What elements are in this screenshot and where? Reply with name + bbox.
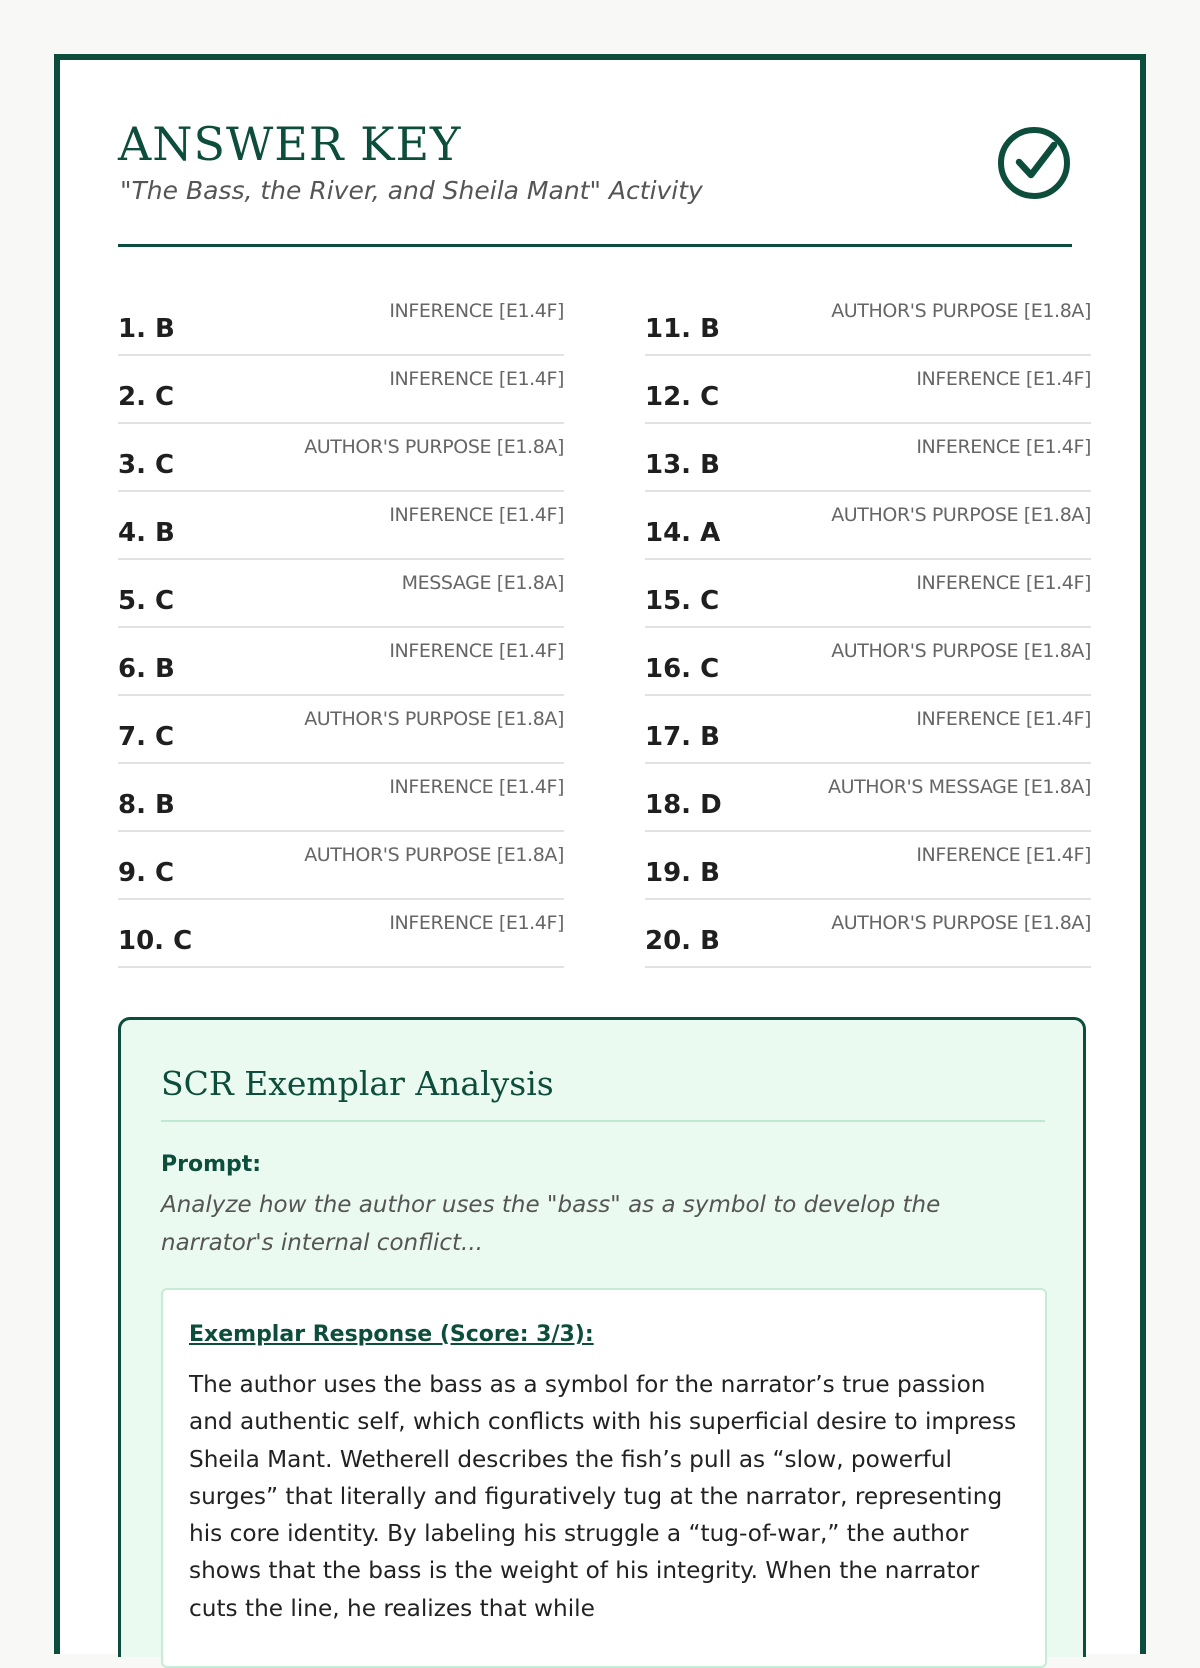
answers-column-left [118, 288, 564, 968]
answer-row [645, 356, 1091, 424]
answer-row [645, 696, 1091, 764]
skill-tag: INFERENCE [E1.4F] [916, 436, 1091, 458]
answer-row [645, 900, 1091, 968]
answer-label: 18. D [645, 790, 722, 820]
skill-tag: AUTHOR'S MESSAGE [E1.8A] [827, 776, 1091, 798]
answer-label: 3. C [118, 450, 175, 480]
exemplar-response-box [161, 1288, 1047, 1668]
answer-row [118, 696, 564, 764]
answer-label: 13. B [645, 450, 720, 480]
answer-row [645, 424, 1091, 492]
prompt-text: Analyze how the author uses the "bass" as a symbol to develop the narrator's internal conflict... [161, 1192, 941, 1256]
answer-label: 7. C [118, 722, 175, 752]
answer-row [645, 832, 1091, 900]
check-circle-icon [996, 125, 1072, 201]
answer-row [118, 628, 564, 696]
answer-row [118, 832, 564, 900]
answer-row [645, 560, 1091, 628]
skill-tag: INFERENCE [E1.4F] [389, 912, 564, 934]
skill-tag: AUTHOR'S PURPOSE [E1.8A] [304, 436, 564, 458]
answer-label: 10. C [118, 926, 193, 956]
skill-tag: INFERENCE [E1.4F] [916, 368, 1091, 390]
answer-row [118, 424, 564, 492]
answer-row [645, 492, 1091, 560]
skill-tag: INFERENCE [E1.4F] [916, 572, 1091, 594]
scr-divider [161, 1120, 1045, 1122]
answer-label: 19. B [645, 858, 720, 888]
answer-row [645, 628, 1091, 696]
answer-row [645, 288, 1091, 356]
answer-label: 17. B [645, 722, 720, 752]
answer-label: 8. B [118, 790, 175, 820]
skill-tag: INFERENCE [E1.4F] [389, 300, 564, 322]
answer-row [118, 764, 564, 832]
answer-label: 4. B [118, 518, 175, 548]
skill-tag: AUTHOR'S PURPOSE [E1.8A] [831, 640, 1091, 662]
answers-column-right [645, 288, 1091, 968]
skill-tag: AUTHOR'S PURPOSE [E1.8A] [831, 300, 1091, 322]
answer-label: 2. C [118, 382, 175, 412]
scr-title: SCR Exemplar Analysis [161, 1064, 554, 1103]
answer-label: 14. A [645, 518, 721, 548]
skill-tag: MESSAGE [E1.8A] [401, 572, 564, 594]
answer-row [645, 764, 1091, 832]
page-subtitle: "The Bass, the River, and Sheila Mant" Activity [120, 176, 703, 205]
skill-tag: INFERENCE [E1.4F] [389, 640, 564, 662]
skill-tag: INFERENCE [E1.4F] [916, 844, 1091, 866]
skill-tag: INFERENCE [E1.4F] [389, 504, 564, 526]
header [118, 118, 1072, 247]
answer-row [118, 560, 564, 628]
answer-row [118, 492, 564, 560]
page-title: ANSWER KEY [118, 117, 462, 171]
skill-tag: INFERENCE [E1.4F] [916, 708, 1091, 730]
skill-tag: INFERENCE [E1.4F] [389, 368, 564, 390]
answer-key-sheet [54, 54, 1146, 1654]
answer-label: 16. C [645, 654, 720, 684]
answer-label: 6. B [118, 654, 175, 684]
skill-tag: AUTHOR'S PURPOSE [E1.8A] [831, 504, 1091, 526]
answer-label: 1. B [118, 314, 175, 344]
answer-row [118, 356, 564, 424]
answer-row [118, 900, 564, 968]
scr-exemplar-panel [118, 1017, 1086, 1657]
prompt-label: Prompt: [161, 1152, 262, 1177]
skill-tag: AUTHOR'S PURPOSE [E1.8A] [831, 912, 1091, 934]
answer-label: 5. C [118, 586, 175, 616]
answer-label: 9. C [118, 858, 175, 888]
answer-label: 15. C [645, 586, 720, 616]
answer-row [118, 288, 564, 356]
exemplar-text: The author uses the bass as a symbol for the narrator’s true passion and authentic self, which conflicts with his superficial desire to impress Sheila Mant. Wetherell describes the fish’s pull as “slow, powerful surges” that literally and figuratively tug at the narrator, representing his core identity. By labeling his struggle a “tug-of-war,” the author shows that the bass is the weight of his integrity. When the narrator cuts the line, he realizes that while [189, 1371, 1017, 1622]
answer-label: 20. B [645, 926, 720, 956]
skill-tag: AUTHOR'S PURPOSE [E1.8A] [304, 844, 564, 866]
skill-tag: INFERENCE [E1.4F] [389, 776, 564, 798]
exemplar-label: Exemplar Response (Score: 3/3): [189, 1322, 594, 1347]
answer-label: 12. C [645, 382, 720, 412]
answer-label: 11. B [645, 314, 720, 344]
skill-tag: AUTHOR'S PURPOSE [E1.8A] [304, 708, 564, 730]
